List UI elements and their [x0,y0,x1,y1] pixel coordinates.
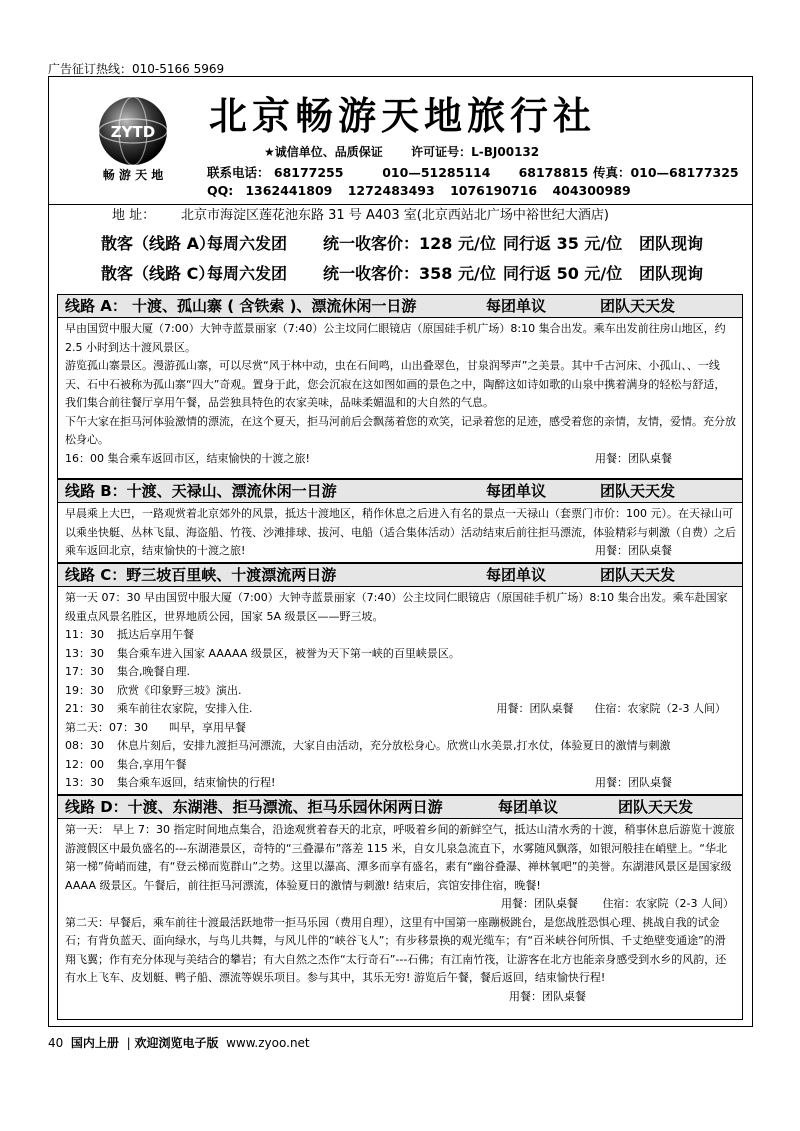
schedule-text: 欣赏《印象野三坡》演出. [117,683,242,697]
route-paragraph: 游览孤山寨景区。漫游孤山寨，可以尽赏“风于林中动，虫在石间鸣，山出叠翠色，甘泉润琴声”之美景。其中千古河床、小孤山、、一线天、石中石被称为孤山寨“四大”奇观。置身于此，您会沉寂在这如图如画的景色之中，陶醉这如诗如歌的山泉中携着满身的轻松与舒适，我们集合前往餐厅享用午餐，品尝独具特色的农家美味，品味柔媚温和的大自然的气息。 [65,359,726,409]
promo-group: 团队现询 [639,264,704,283]
agency-name: 北京畅游天地旅行社 [209,93,597,138]
schedule-text: 集合乘车返回，结束愉快的行程! [117,776,276,789]
logo-text: 畅 游 天 地 [102,168,164,182]
qq-label: QQ: [207,183,234,198]
route-b-section [57,479,743,563]
schedule-row [65,626,736,645]
license-number: 许可证号：L-BJ00132 [411,145,540,159]
phone-3: 68178815 [518,165,589,180]
route-per-group: 每团单议 [486,566,547,584]
schedule-text: 集合,晚餐自理. [117,665,190,678]
schedule-row [65,756,736,775]
schedule-row [65,774,736,793]
schedule-row [65,645,736,664]
promo-price: 统一收客价：358 元/位 [323,264,496,283]
schedule-text: 集合,享用午餐 [117,757,187,771]
day2-text: 第二天：早餐后，乘车前往十渡最活跃地带一拒马乐园（费用自理），这里有中国第一座蹦极跳台，是您战胜恐惧心理、挑战自我的试金石；有背负蓝天、面向绿水，与鸟儿共舞，与风儿伴的“峡谷飞人”；有步移景换的观光缆车；有“百米峡谷何所惧、千丈绝壁变通途”的滑翔飞翼；作有充分体现与美结合的攀岩；有大自然之杰作“太行奇石”---石佛；有江南竹筏，让游客在北方也能亲身感受到水乡的风韵，还有水上飞车、皮划艇、鸭子船、漂流等娱乐项目。参与其中，其乐无穷! 游览后午餐，餐后返回，结束愉快行程! [65,915,727,984]
schedule-row [65,663,736,682]
schedule-text: 抵达后享用午餐 [117,628,194,641]
route-paragraph: 下午大家在拒马河体验激情的漂流，在这个夏天，拒马河前后会飘荡着您的欢笑，记录着您的足迹，感受着您的亲情，友情，爱情。充分放松身心。 [65,414,736,446]
day2-label: 第二天：07：30 叫早，享用早餐 [65,720,246,734]
schedule-row [65,700,736,719]
address-value: 北京市海淀区莲花池东路 31 号 A403 室(北京西站北广场中裕世纪大酒店) [181,208,609,223]
slogan: ★诚信单位、品质保证 [264,145,383,159]
route-title: 线路 A： 十渡、孤山寨 ( 含铁索 )、漂流休闲一日游 [65,297,417,315]
page-footer: 40 国内上册 | 欢迎浏览电子版 www.zyoo.net [48,1036,310,1050]
page-number: 40 [48,1036,64,1050]
route-end-row [65,450,736,469]
route-c-section [57,563,743,795]
route-a-section [57,294,743,479]
route-per-group: 每团单议 [486,297,547,315]
ad-hotline: 广告征订热线：010-5166 5969 [48,62,225,76]
footer-section: 国内上册 [70,1036,119,1050]
route-intro: 第一天 07：30 早由国贸中服大厦（7:00）大钟寺蓝景丽家（7:40）公主坟同仁眼镜店（原国硅手机广场）8:10 集合出发。乘车赴国家级重点风景名胜区，世界地质公园，国家 5A 级景区——野三坡。 [65,591,728,623]
route-c-body [58,587,742,793]
schedule-time: 17：30 [65,665,104,678]
promo-route: 散客（线路 A） [101,234,215,253]
address-line [49,204,752,227]
qq-2: 1272483493 [347,183,435,198]
route-end-line: 16：00 集合乘车返回市区，结束愉快的十渡之旅! [65,451,310,465]
promo-route: 散客（线路 C） [101,264,215,283]
schedule-time: 12：00 [65,757,104,771]
route-c-header [58,564,742,587]
schedule-text: 乘车前往农家院，安排入住. [117,702,253,715]
route-per-group: 每团单议 [498,798,559,816]
route-d-body [58,819,742,1006]
schedule-time: 11：30 [65,628,104,641]
route-title: 线路 B：十渡、天禄山、漂流休闲一日游 [65,482,337,500]
day2-meal: 用餐：团队桌餐 [509,989,586,1003]
route-daily: 团队天天发 [600,297,676,315]
schedule-time: 19：30 [65,683,104,697]
promo-schedule: 每周六发团 [207,264,288,283]
route-a-body [58,318,742,468]
schedule-time: 08：30 [65,739,104,752]
schedule-row [65,682,736,701]
contact-label: 联系电话： [207,165,270,180]
footer-note: 欢迎浏览电子版 [134,1036,219,1050]
day1-meal: 用餐：团队桌餐 住宿：农家院（2-3 人间） [501,897,734,910]
route-paragraph: 早由国贸中服大厦（7:00）大钟寺蓝景丽家（7:40）公主坟同仁眼镜店（原国硅手机广场）8:10 集合出发。乘车出发前往房山地区，约 2.5 小时到达十渡风景区。 [65,322,726,354]
qq-3: 1076190716 [450,183,538,198]
footer-site[interactable]: www.zyoo.net [226,1036,310,1050]
day1-text: 第一天： 早上 7：30 指定时间地点集合，沿途观赏着春天的北京，呼吸着乡间的新鲜空气，抵达山清水秀的十渡，稍事休息后游览十渡旅游渡假区中最负盛名的---东湖港景区，奇特的“三叠瀑布”落差 115 米，自女儿泉急流直下，水雾随风飘落，如银河般挂在峭壁上。“华北第一梯”倚峭而建，有“登云梯而览群山”之势。这里以瀑高、潭多而享有盛名，素有“幽谷叠瀑、禅林氧吧”的美誉。东湖港风景区是国家级 AAAA 级景区。午餐后，前往拒马河漂流，体验夏日的激情与刺激! 结束后，宾馆安排住宿，晚餐! [65,823,735,892]
logo-mark: ZYTD [110,123,156,141]
route-b-header [58,480,742,503]
promo-price: 统一收客价：128 元/位 [323,234,496,253]
phone-2: 010—51285114 [382,165,491,180]
phone-1: 68177255 [273,165,344,180]
schedule-row [65,737,736,756]
qq-line [207,183,631,198]
route-b-body [58,503,742,561]
route-title: 线路 D：十渡、东湖港、拒马漂流、拒马乐园休闲两日游 [65,798,443,816]
promo-rebate: 同行返 35 元/位 [503,234,623,253]
fax-number: 传真：010—68177325 [592,165,739,180]
route-daily: 团队天天发 [600,482,676,500]
schedule-time: 13：30 [65,646,104,660]
promo-rebate: 同行返 50 元/位 [503,264,623,283]
qq-4: 404300989 [552,183,631,198]
route-daily: 团队天天发 [600,566,676,584]
route-d-section [57,795,743,1020]
route-a-header [58,295,742,318]
schedule-time: 13：30 [65,776,104,789]
route-per-group: 每团单议 [486,482,547,500]
route-title: 线路 C：野三坡百里峡、十渡漂流两日游 [65,566,337,584]
schedule-text: 集合乘车进入国家 AAAAA 级景区，被誉为天下第一峡的百里峡景区。 [117,646,460,660]
schedule-meal: 用餐：团队桌餐 [595,776,672,789]
route-daily: 团队天天发 [618,798,694,816]
route-meal: 用餐：团队桌餐 [595,544,672,557]
agency-header [49,77,752,204]
promo-schedule: 每周六发团 [207,234,288,253]
qq-1: 1362441809 [245,183,333,198]
globe-logo [87,93,179,185]
schedule-meal: 用餐：团队桌餐 住宿：农家院（2-3 人间） [496,702,726,715]
route-d-header [58,796,742,819]
schedule-text: 休息片刻后，安排九渡拒马河漂流，大家自由活动，充分放松身心。欣赏山水美景,打水仗，体验夏日的激情与刺激 [117,739,671,752]
address-label: 地 址： [112,208,156,223]
route-paragraph: 早晨乘上大巴，一路观赏着北京郊外的风景，抵达十渡地区，稍作休息之后进入有名的景点一天禄山（套票门市价：100 元）。在天禄山可以乘坐快艇、丛林飞鼠、海盗船、竹筏、沙滩排球、拔河、电船（适合集体活动）活动结束后前往拒马漂流，体验精彩与刺激（自费）之后乘车返回北京，结束愉快的十渡之旅! [65,507,736,557]
route-meal: 用餐：团队桌餐 [595,451,672,465]
contact-line [207,163,739,181]
schedule-time: 21：30 [65,702,104,715]
ad-frame [48,76,753,1027]
promo-group: 团队现询 [639,234,704,253]
slogan-line [264,143,539,160]
